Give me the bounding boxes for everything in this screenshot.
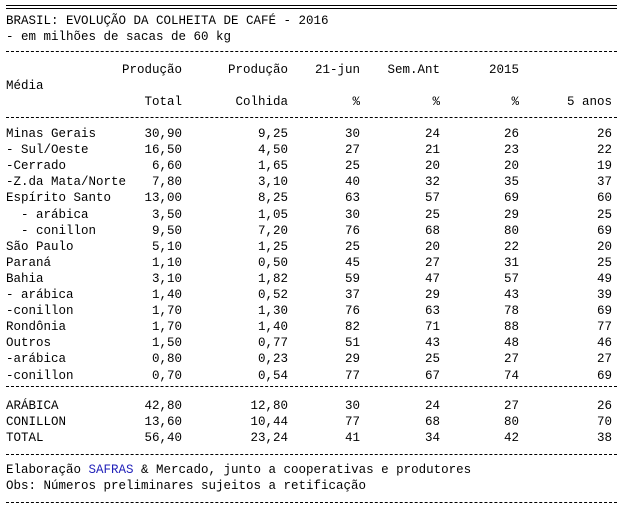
totals-bottom-rule <box>6 454 617 455</box>
cell-producao-colhida: 0,50 <box>257 255 288 270</box>
row-label: - arábica <box>6 207 89 222</box>
total-row-label: ARÁBICA <box>6 399 59 413</box>
cell-media-5-anos: 20 <box>596 239 612 254</box>
cell-pct-2015: 88 <box>503 320 519 335</box>
cell-pct-sem-ant: 24 <box>424 127 440 141</box>
row-label: -Z.da Mata/Norte <box>6 175 127 190</box>
col-header-top-pct-2015: 2015 <box>488 63 519 77</box>
cell-producao-colhida: 1,40 <box>257 320 288 335</box>
cell-pct-sem-ant: 32 <box>424 175 440 190</box>
row-label: Rondônia <box>6 320 67 335</box>
cell-pct-2015: 69 <box>503 191 519 206</box>
cell-pct-2015: 78 <box>503 304 519 319</box>
cell-producao-total: 13,00 <box>144 191 182 206</box>
cell-pct-sem-ant: 20 <box>424 239 440 254</box>
header-rule <box>6 51 617 52</box>
cell-pct-21-jun: 77 <box>344 368 360 383</box>
cell-producao-total: 9,50 <box>151 223 182 238</box>
cell-pct-sem-ant: 25 <box>424 207 440 222</box>
cell-producao-colhida: 7,20 <box>257 223 288 238</box>
cell-pct-2015: 22 <box>503 239 519 254</box>
cell-producao-total: 1,10 <box>151 255 182 270</box>
cell-pct-21-jun: 59 <box>344 271 360 286</box>
cell-pct-sem-ant: 68 <box>424 223 440 238</box>
cell-producao-colhida: 3,10 <box>257 175 288 190</box>
cell-pct-sem-ant: 20 <box>424 159 440 174</box>
cell-producao-colhida: 0,77 <box>257 336 288 351</box>
cell-pct-2015: 74 <box>503 368 519 383</box>
total-cell-pct-sem-ant: 34 <box>424 431 440 446</box>
row-label: - conillon <box>6 223 97 238</box>
cell-producao-colhida: 1,30 <box>257 304 288 319</box>
total-row-label: CONILLON <box>6 415 67 430</box>
cell-pct-sem-ant: 43 <box>424 336 440 351</box>
col-header-bottom-producao-colhida: Colhida <box>235 95 288 109</box>
total-cell-pct-sem-ant: 68 <box>424 415 440 430</box>
cell-media-5-anos: 22 <box>596 143 612 158</box>
cell-pct-2015: 48 <box>503 336 519 351</box>
cell-pct-21-jun: 25 <box>344 239 360 254</box>
row-label: Paraná <box>6 255 52 270</box>
total-cell-producao-total: 42,80 <box>144 399 182 413</box>
total-cell-producao-colhida: 23,24 <box>250 431 288 446</box>
cell-producao-total: 5,10 <box>151 239 182 254</box>
cell-producao-colhida: 0,54 <box>257 368 288 383</box>
row-label: São Paulo <box>6 239 74 254</box>
bottom-rule <box>6 502 617 503</box>
cell-media-5-anos: 49 <box>596 271 612 286</box>
total-cell-media-5-anos: 38 <box>596 431 612 446</box>
row-label: -conillon <box>6 368 74 383</box>
cell-producao-colhida: 0,52 <box>257 288 288 302</box>
cell-pct-21-jun: 51 <box>344 336 360 351</box>
cell-media-5-anos: 25 <box>596 207 612 222</box>
cell-producao-colhida: 0,23 <box>257 352 288 367</box>
row-label: - Sul/Oeste <box>6 143 89 158</box>
cell-producao-total: 6,60 <box>151 159 182 174</box>
footer-source <box>6 462 471 478</box>
col-header-top-pct-21-jun: 21-jun <box>314 63 360 77</box>
column-header-rule <box>6 117 617 118</box>
cell-producao-colhida: 9,25 <box>257 127 288 141</box>
cell-producao-total: 0,80 <box>151 352 182 367</box>
safras-link[interactable]: SAFRAS <box>88 463 134 477</box>
top-double-rule <box>6 5 617 6</box>
total-cell-media-5-anos: 26 <box>596 399 612 413</box>
cell-producao-total: 3,50 <box>151 207 182 222</box>
cell-pct-2015: 31 <box>503 255 519 270</box>
cell-pct-21-jun: 76 <box>344 304 360 319</box>
col-header-bottom-pct-2015: % <box>511 95 519 109</box>
row-label: -arábica <box>6 352 67 367</box>
cell-pct-21-jun: 45 <box>344 255 360 270</box>
row-label: - arábica <box>6 288 74 302</box>
col-header-bottom-producao-total: Total <box>144 95 182 109</box>
cell-media-5-anos: 37 <box>596 175 612 190</box>
cell-pct-2015: 23 <box>503 143 519 158</box>
cell-producao-colhida: 1,25 <box>257 239 288 254</box>
footer-note: Obs: Números preliminares sujeitos a retificação <box>6 479 367 493</box>
cell-media-5-anos: 19 <box>596 159 612 174</box>
cell-producao-total: 7,80 <box>151 175 182 190</box>
cell-pct-sem-ant: 57 <box>424 191 440 206</box>
cell-producao-total: 3,10 <box>151 271 182 286</box>
cell-pct-2015: 57 <box>503 271 519 286</box>
cell-pct-21-jun: 30 <box>344 127 360 141</box>
total-cell-pct-2015: 80 <box>503 415 519 430</box>
report-title: BRASIL: EVOLUÇÃO DA COLHEITA DE CAFÉ - 2016 <box>6 14 329 28</box>
cell-pct-2015: 29 <box>503 207 519 222</box>
cell-pct-2015: 26 <box>503 127 519 141</box>
cell-media-5-anos: 39 <box>596 288 612 302</box>
cell-producao-total: 1,50 <box>151 336 182 351</box>
total-cell-pct-21-jun: 77 <box>344 415 360 430</box>
report-subtitle: - em milhões de sacas de 60 kg <box>6 30 232 44</box>
cell-pct-21-jun: 37 <box>344 288 360 302</box>
row-label-header: Média <box>6 79 44 93</box>
col-header-bottom-media-5-anos: 5 anos <box>566 95 612 109</box>
cell-pct-sem-ant: 63 <box>424 304 440 319</box>
total-cell-producao-total: 13,60 <box>144 415 182 430</box>
cell-media-5-anos: 27 <box>596 352 612 367</box>
row-label: -Cerrado <box>6 159 67 174</box>
total-cell-producao-total: 56,40 <box>144 431 182 446</box>
cell-producao-total: 1,40 <box>151 288 182 302</box>
cell-pct-sem-ant: 29 <box>424 288 440 302</box>
cell-media-5-anos: 26 <box>596 127 612 141</box>
cell-pct-sem-ant: 71 <box>424 320 440 335</box>
cell-producao-colhida: 1,05 <box>257 207 288 222</box>
cell-pct-21-jun: 29 <box>344 352 360 367</box>
cell-producao-colhida: 8,25 <box>257 191 288 206</box>
cell-pct-sem-ant: 67 <box>424 368 440 383</box>
total-cell-producao-colhida: 12,80 <box>250 399 288 413</box>
cell-pct-21-jun: 76 <box>344 223 360 238</box>
col-header-top-producao-total: Produção <box>121 63 182 77</box>
cell-pct-21-jun: 63 <box>344 191 360 206</box>
cell-pct-2015: 35 <box>503 175 519 190</box>
cell-pct-sem-ant: 25 <box>424 352 440 367</box>
cell-pct-21-jun: 27 <box>344 143 360 158</box>
cell-media-5-anos: 69 <box>596 223 612 238</box>
cell-producao-total: 1,70 <box>151 304 182 319</box>
cell-pct-21-jun: 30 <box>344 207 360 222</box>
row-label: Outros <box>6 336 52 351</box>
total-cell-pct-sem-ant: 24 <box>424 399 440 413</box>
col-header-top-pct-sem-ant: Sem.Ant <box>387 63 440 77</box>
row-label: -conillon <box>6 304 74 319</box>
total-row-label: TOTAL <box>6 431 44 446</box>
cell-media-5-anos: 46 <box>596 336 612 351</box>
cell-producao-total: 0,70 <box>151 368 182 383</box>
cell-media-5-anos: 25 <box>596 255 612 270</box>
cell-pct-21-jun: 40 <box>344 175 360 190</box>
cell-pct-sem-ant: 21 <box>424 143 440 158</box>
cell-producao-total: 30,90 <box>144 127 182 141</box>
cell-media-5-anos: 60 <box>596 191 612 206</box>
col-header-bottom-pct-sem-ant: % <box>432 95 440 109</box>
row-label: Bahia <box>6 271 44 286</box>
cell-media-5-anos: 69 <box>596 368 612 383</box>
cell-pct-21-jun: 82 <box>344 320 360 335</box>
cell-producao-colhida: 1,65 <box>257 159 288 174</box>
col-header-top-producao-colhida: Produção <box>227 63 288 77</box>
cell-media-5-anos: 77 <box>596 320 612 335</box>
cell-pct-2015: 43 <box>503 288 519 302</box>
col-header-bottom-pct-21-jun: % <box>352 95 360 109</box>
total-cell-pct-21-jun: 30 <box>344 399 360 413</box>
totals-top-rule <box>6 386 617 387</box>
total-cell-pct-2015: 42 <box>503 431 519 446</box>
cell-media-5-anos: 69 <box>596 304 612 319</box>
total-cell-pct-2015: 27 <box>503 399 519 413</box>
footer-source-post: & Mercado, junto a cooperativas e produtores <box>133 463 472 477</box>
cell-pct-2015: 20 <box>503 159 519 174</box>
cell-producao-total: 16,50 <box>144 143 182 158</box>
footer-source-pre: Elaboração <box>6 463 89 477</box>
cell-pct-21-jun: 25 <box>344 159 360 174</box>
total-cell-pct-21-jun: 41 <box>344 431 360 446</box>
cell-pct-sem-ant: 47 <box>424 271 440 286</box>
cell-producao-colhida: 1,82 <box>257 271 288 286</box>
row-label: Espírito Santo <box>6 191 112 206</box>
cell-producao-total: 1,70 <box>151 320 182 335</box>
cell-pct-2015: 80 <box>503 223 519 238</box>
total-cell-media-5-anos: 70 <box>596 415 612 430</box>
row-label: Minas Gerais <box>6 127 97 141</box>
cell-pct-sem-ant: 27 <box>424 255 440 270</box>
cell-producao-colhida: 4,50 <box>257 143 288 158</box>
cell-pct-2015: 27 <box>503 352 519 367</box>
total-cell-producao-colhida: 10,44 <box>250 415 288 430</box>
